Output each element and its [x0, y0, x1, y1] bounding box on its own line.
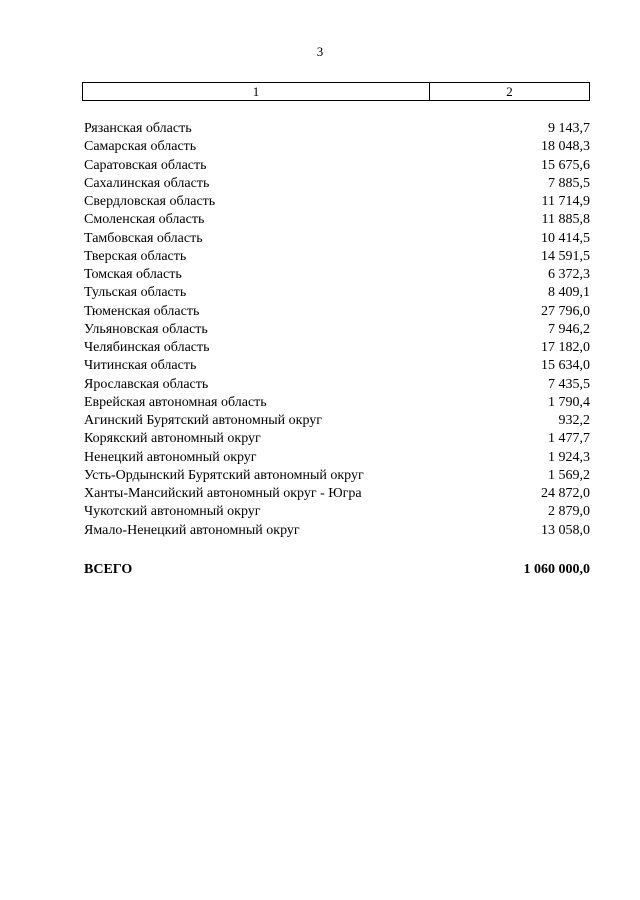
table-row	[84, 357, 590, 375]
table-row	[84, 376, 590, 394]
region-value: 13 058,0	[541, 522, 590, 538]
total-label: ВСЕГО	[84, 562, 133, 577]
table-row	[84, 266, 590, 284]
region-name: Сахалинская область	[84, 175, 210, 191]
region-value: 18 048,3	[541, 139, 590, 155]
region-value: 24 872,0	[541, 486, 590, 501]
region-name: Читинская область	[84, 358, 197, 374]
table-row	[84, 467, 590, 485]
region-value: 6 372,3	[548, 267, 590, 282]
region-name: Тульская область	[84, 285, 187, 301]
region-name: Тверская область	[84, 248, 187, 264]
region-value: 14 591,5	[541, 248, 590, 264]
region-value: 11 885,8	[541, 212, 590, 228]
table-row	[84, 321, 590, 339]
region-name: Корякский автономный округ	[84, 431, 261, 447]
table-row	[84, 284, 590, 302]
region-name: Ульяновская область	[84, 321, 208, 337]
region-value: 2 879,0	[548, 504, 590, 520]
region-name: Тюменская область	[84, 303, 200, 319]
region-value: 7 885,5	[548, 175, 590, 191]
table-row	[84, 193, 590, 211]
region-name: Ямало-Ненецкий автономный округ	[84, 522, 300, 538]
table-row	[84, 303, 590, 321]
region-name: Чукотский автономный округ	[84, 504, 261, 520]
header-column-2: 2	[506, 84, 513, 99]
table-row	[84, 503, 590, 521]
region-value: 7 946,2	[548, 321, 590, 337]
region-value: 15 675,6	[541, 157, 590, 173]
header-column-1: 1	[83, 83, 430, 100]
table-row	[84, 485, 590, 503]
region-value: 7 435,5	[548, 376, 590, 392]
region-name: Саратовская область	[84, 157, 207, 173]
region-list	[84, 120, 590, 540]
region-value: 9 143,7	[548, 121, 590, 136]
region-name: Челябинская область	[84, 340, 210, 355]
region-value: 1 569,2	[548, 467, 590, 483]
region-name: Агинский Бурятский автономный округ	[84, 413, 322, 428]
total-row	[84, 560, 590, 580]
table-row	[84, 394, 590, 412]
region-name: Ярославская область	[84, 376, 209, 392]
table-row	[84, 449, 590, 467]
table-header	[82, 82, 590, 101]
region-value: 10 414,5	[541, 230, 590, 246]
region-value: 15 634,0	[541, 358, 590, 374]
table-row	[84, 412, 590, 430]
region-value: 1 790,4	[548, 394, 590, 410]
region-value: 1 477,7	[548, 431, 590, 447]
table-row	[84, 339, 590, 357]
table-row	[84, 522, 590, 540]
table-row	[84, 430, 590, 448]
region-value: 932,2	[558, 413, 590, 428]
region-name: Еврейская автономная область	[84, 394, 267, 410]
region-name: Ненецкий автономный округ	[84, 449, 257, 465]
table-row	[84, 175, 590, 193]
region-name: Рязанская область	[84, 121, 192, 136]
total-value: 1 060 000,0	[523, 562, 590, 577]
region-name: Ханты-Мансийский автономный округ - Югра	[84, 486, 362, 501]
table-row	[84, 157, 590, 175]
region-value: 1 924,3	[548, 449, 590, 465]
table-row	[84, 211, 590, 229]
region-name: Самарская область	[84, 139, 197, 155]
region-value: 11 714,9	[541, 194, 590, 209]
region-value: 27 796,0	[541, 303, 590, 319]
table-row	[84, 120, 590, 138]
region-name: Усть-Ордынский Бурятский автономный округ	[84, 467, 364, 483]
region-name: Свердловская область	[84, 194, 216, 209]
table-row	[84, 138, 590, 156]
page-number: 3	[316, 44, 324, 59]
region-value: 8 409,1	[548, 285, 590, 301]
region-name: Смоленская область	[84, 212, 205, 228]
region-value: 17 182,0	[541, 340, 590, 355]
table-row	[84, 248, 590, 266]
region-name: Тамбовская область	[84, 230, 203, 246]
table-row	[84, 230, 590, 248]
region-name: Томская область	[84, 267, 182, 282]
